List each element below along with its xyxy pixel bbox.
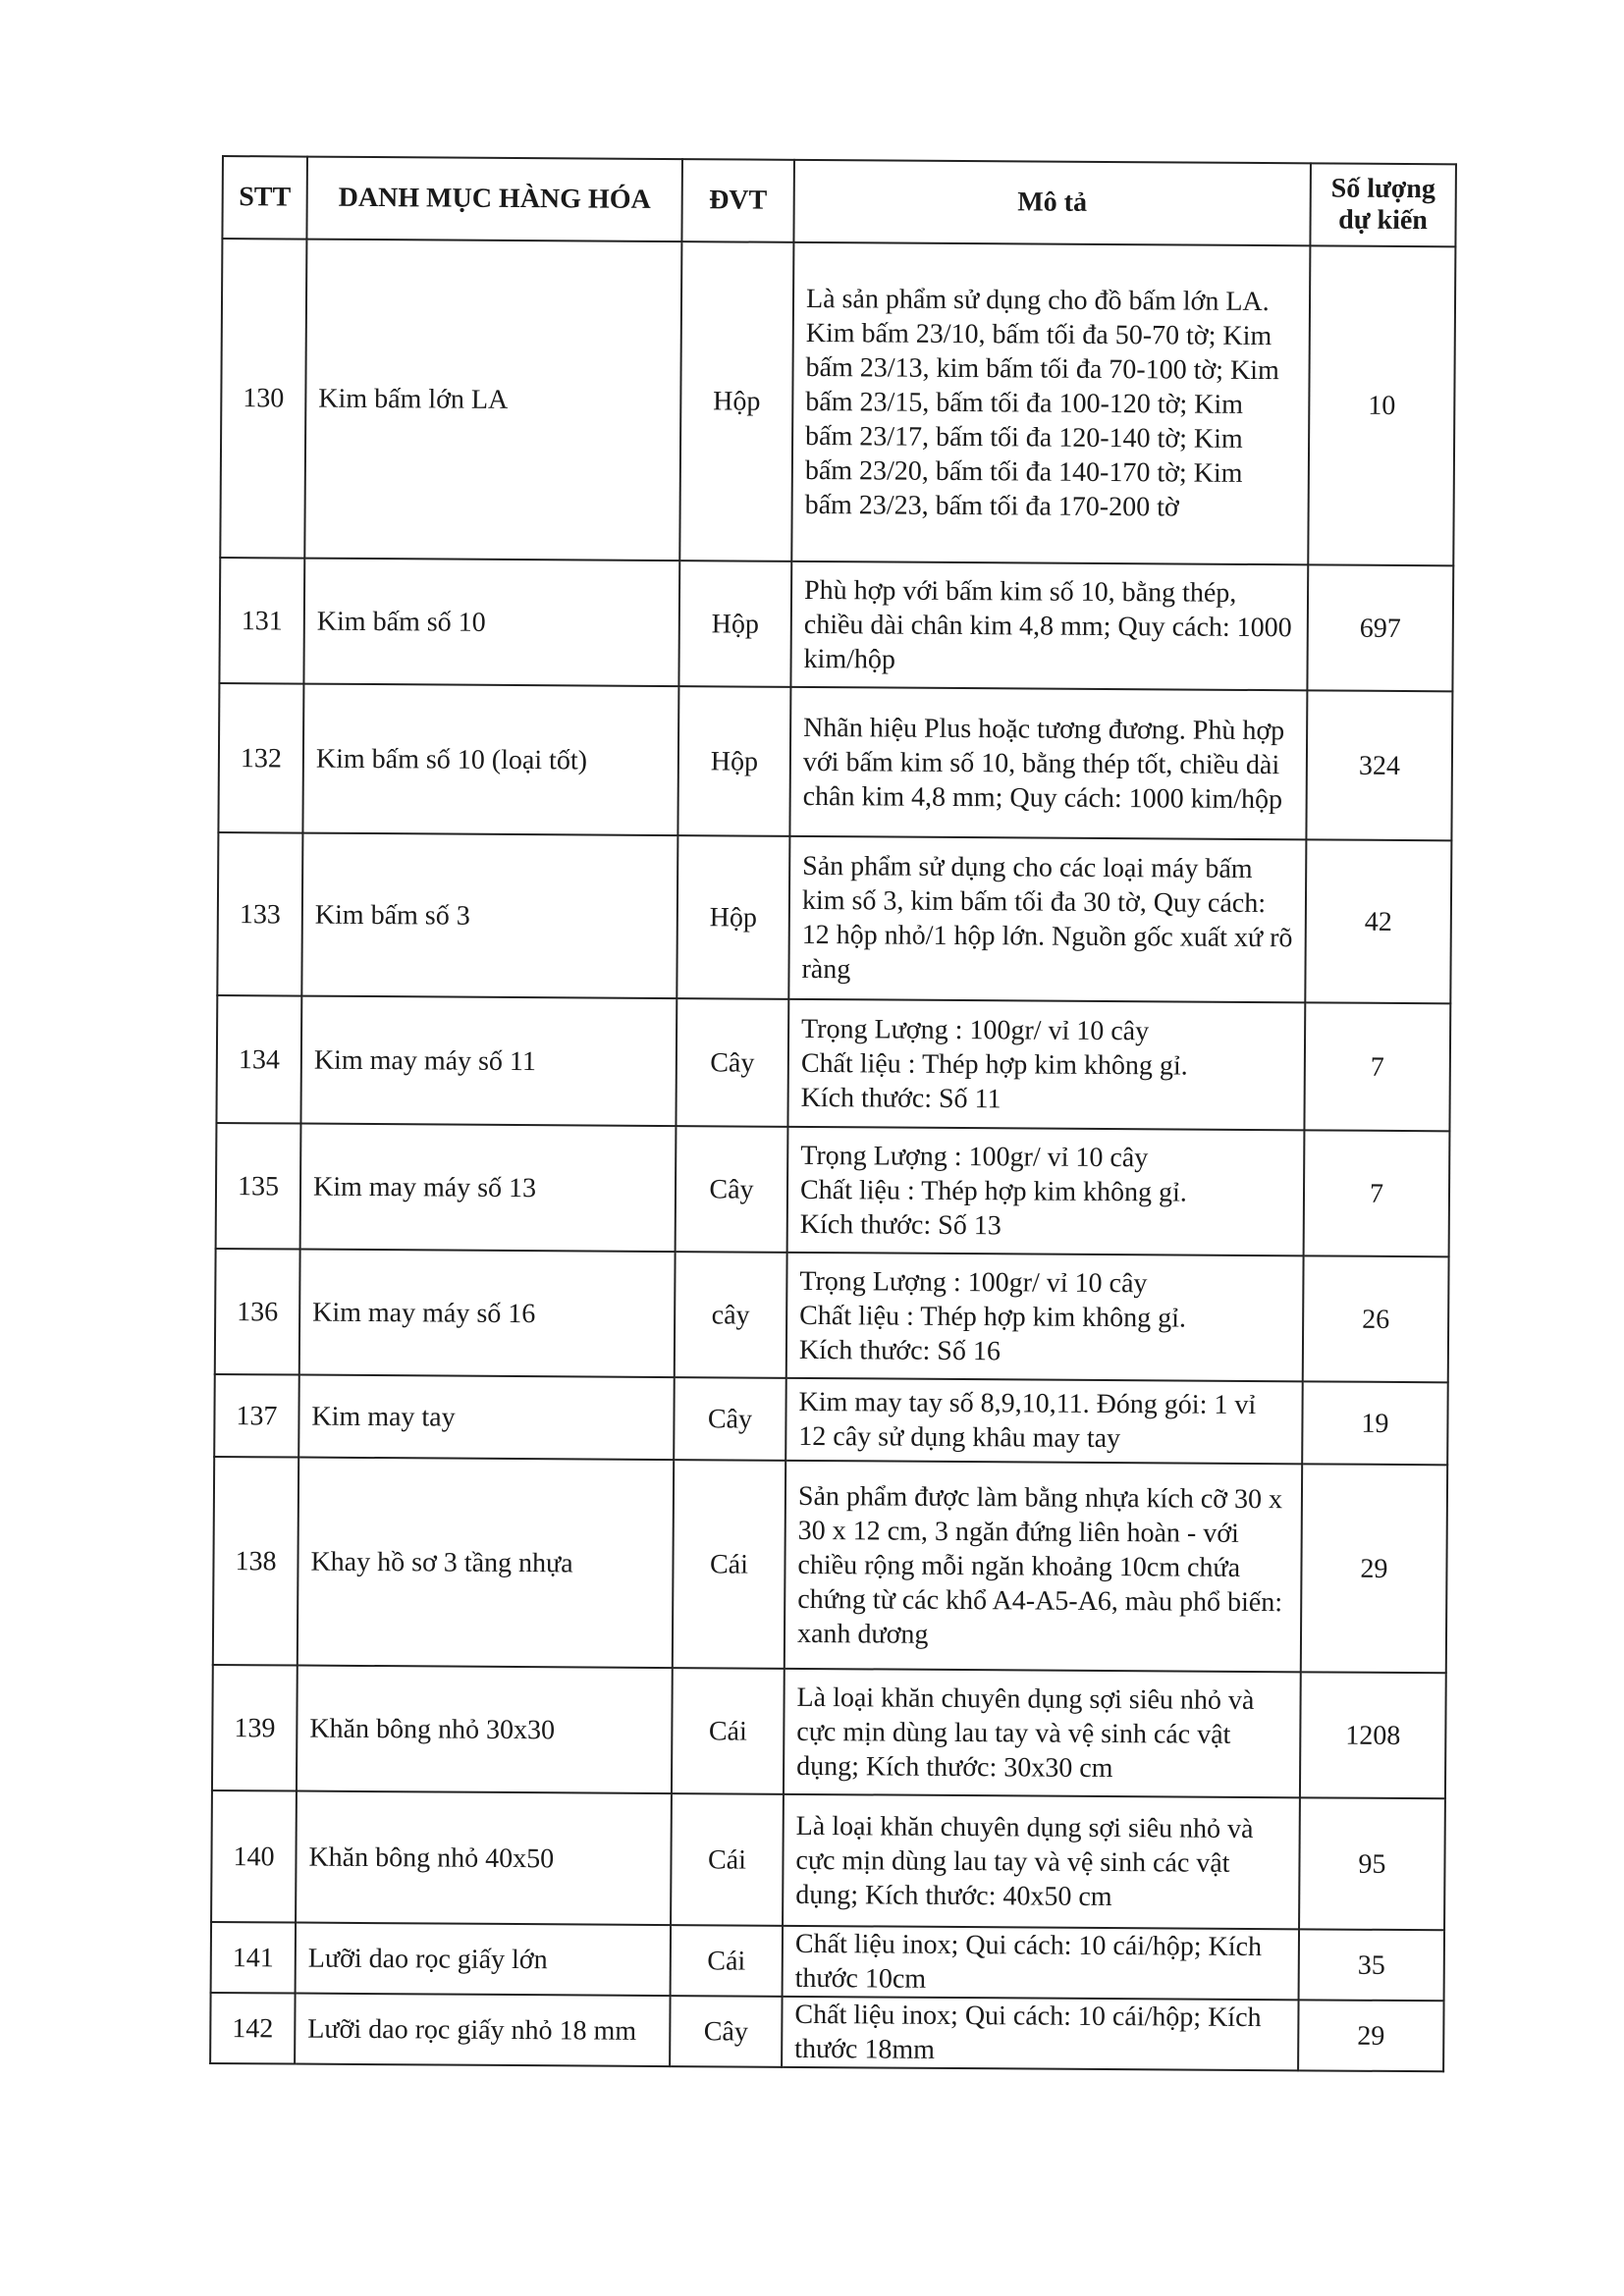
cell-stt: 130 <box>220 239 306 559</box>
cell-unit: Cái <box>671 1793 784 1926</box>
cell-stt: 142 <box>210 1993 295 2064</box>
cell-name: Khay hồ sơ 3 tầng nhựa <box>298 1458 674 1669</box>
table-row <box>217 832 1451 1003</box>
cell-desc: Sản phẩm được làm bằng nhựa kích cỡ 30 x 30 x 12 cm, 3 ngăn đứng liên hoàn - với chiều rộng mỗi ngăn khoảng 10cm chứa chứng từ các khổ A4-A5-A6, màu phổ biến: xanh dương <box>785 1461 1302 1672</box>
cell-stt: 138 <box>213 1457 298 1666</box>
cell-unit: Hộp <box>679 241 793 561</box>
table-row <box>213 1457 1447 1673</box>
cell-stt: 134 <box>216 995 301 1124</box>
cell-desc: Sản phẩm sử dụng cho các loại máy bấm kim số 3, kim bấm tối đa 30 tờ, Quy cách: 12 hộp nhỏ/1 hộp lớn. Nguồn gốc xuất xứ rõ ràng <box>788 836 1306 1002</box>
cell-stt: 135 <box>216 1123 301 1250</box>
cell-stt: 136 <box>215 1249 300 1375</box>
header-qty: Số lượng dự kiến <box>1310 163 1456 246</box>
cell-desc: Trọng Lượng : 100gr/ vỉ 10 cây Chất liệu : Thép hợp kim không gỉ. Kích thước: Số 16 <box>786 1253 1304 1381</box>
cell-stt: 139 <box>212 1665 298 1791</box>
cell-qty: 324 <box>1306 690 1452 840</box>
table-row <box>216 995 1450 1131</box>
cell-name: Khăn bông nhỏ 40x50 <box>296 1791 672 1926</box>
cell-desc: Phù hợp với bấm kim số 10, bằng thép, chiều dài chân kim 4,8 mm; Quy cách: 1000 kim/hộp <box>790 561 1308 690</box>
header-desc: Mô tả <box>793 160 1311 245</box>
table-row <box>218 683 1452 840</box>
table-row <box>211 1790 1445 1930</box>
table-row <box>211 1922 1444 2001</box>
cell-desc: Chất liệu inox; Qui cách: 10 cái/hộp; Kích thước 10cm <box>783 1926 1299 2000</box>
cell-qty: 26 <box>1303 1255 1449 1382</box>
cell-name: Kim may tay <box>298 1375 675 1461</box>
cell-qty: 697 <box>1307 564 1453 691</box>
table-row <box>212 1665 1446 1798</box>
header-unit: ĐVT <box>681 159 794 242</box>
cell-stt: 137 <box>214 1374 299 1458</box>
cell-name: Kim may máy số 13 <box>300 1124 677 1253</box>
cell-unit: Cây <box>670 1996 782 2067</box>
cell-unit: Cây <box>674 1377 786 1461</box>
table-row <box>220 239 1455 565</box>
cell-desc: Là loại khăn chuyên dụng sợi siêu nhỏ và cực mịn dùng lau tay và vệ sinh các vật dụng; Kích thước: 40x50 cm <box>783 1794 1300 1929</box>
cell-qty: 29 <box>1301 1464 1447 1673</box>
cell-desc: Là loại khăn chuyên dụng sợi siêu nhỏ và cực mịn dùng lau tay và vệ sinh các vật dụng; Kích thước: 30x30 cm <box>784 1669 1301 1797</box>
cell-unit: Cây <box>676 1126 788 1253</box>
cell-unit: cây <box>675 1252 787 1378</box>
cell-desc: Chất liệu inox; Qui cách: 10 cái/hộp; Kích thước 18mm <box>782 1997 1298 2070</box>
cell-qty: 7 <box>1304 1130 1450 1256</box>
cell-stt: 131 <box>219 558 304 684</box>
cell-unit: Cái <box>671 1925 783 1997</box>
cell-stt: 140 <box>211 1790 297 1923</box>
cell-qty: 10 <box>1308 245 1455 565</box>
cell-stt: 133 <box>217 832 302 996</box>
table-header-row <box>222 156 1456 246</box>
cell-desc: Kim may tay số 8,9,10,11. Đóng gói: 1 vỉ 12 cây sử dụng khâu may tay <box>785 1378 1303 1464</box>
table-body <box>210 239 1455 2071</box>
cell-name: Kim bấm số 3 <box>301 833 677 999</box>
cell-qty: 29 <box>1298 2000 1443 2071</box>
cell-stt: 132 <box>218 683 303 833</box>
cell-desc: Nhãn hiệu Plus hoặc tương đương. Phù hợp với bấm kim số 10, bằng thép tốt, chiều dài chân kim 4,8 mm; Quy cách: 1000 kim/hộp <box>789 687 1307 839</box>
cell-name: Khăn bông nhỏ 30x30 <box>297 1666 673 1794</box>
cell-unit: Cái <box>673 1460 785 1669</box>
cell-name: Lưỡi dao rọc giấy nhỏ 18 mm <box>295 1994 670 2067</box>
table-row <box>210 1993 1443 2071</box>
goods-table <box>209 155 1457 2072</box>
cell-qty: 7 <box>1304 1002 1450 1131</box>
cell-name: Kim bấm lớn LA <box>304 240 681 561</box>
cell-unit: Cái <box>672 1668 785 1794</box>
cell-name: Kim bấm số 10 <box>303 559 679 687</box>
cell-unit: Cây <box>676 998 788 1127</box>
cell-stt: 141 <box>211 1922 296 1994</box>
table-row <box>216 1123 1450 1256</box>
cell-name: Lưỡi dao rọc giấy lớn <box>296 1923 671 1997</box>
cell-name: Kim may máy số 16 <box>299 1250 676 1378</box>
cell-desc: Trọng Lượng : 100gr/ vỉ 10 cây Chất liệu : Thép hợp kim không gỉ. Kích thước: Số 13 <box>787 1127 1305 1255</box>
cell-unit: Hộp <box>677 835 789 999</box>
cell-name: Kim bấm số 10 (loại tốt) <box>302 684 678 836</box>
cell-name: Kim may máy số 11 <box>300 996 677 1127</box>
table-row <box>214 1374 1448 1465</box>
table-row <box>219 558 1453 691</box>
cell-qty: 42 <box>1305 839 1451 1003</box>
cell-qty: 19 <box>1302 1381 1448 1465</box>
cell-unit: Hộp <box>677 686 790 836</box>
cell-qty: 95 <box>1299 1797 1445 1930</box>
table-row <box>215 1249 1449 1382</box>
cell-unit: Hộp <box>678 561 791 687</box>
cell-qty: 35 <box>1299 1929 1444 2001</box>
cell-desc: Trọng Lượng : 100gr/ vỉ 10 cây Chất liệu : Thép hợp kim không gỉ. Kích thước: Số 11 <box>787 999 1305 1130</box>
header-stt: STT <box>222 156 307 240</box>
header-name: DANH MỤC HÀNG HÓA <box>306 157 682 242</box>
cell-desc: Là sản phẩm sử dụng cho đồ bấm lớn LA. Kim bấm 23/10, bấm tối đa 50-70 tờ; Kim bấm 23/13, kim bấm tối đa 70-100 tờ; Kim bấm 23/15, bấm tối đa 100-120 tờ; Kim bấm 23/17, bấm tối đa 120-140 tờ; Kim bấm 23/20, bấm tối đa 140-170 tờ; Kim bấm 23/23, bấm tối đa 170-200 tờ <box>791 242 1310 564</box>
cell-qty: 1208 <box>1300 1672 1446 1798</box>
